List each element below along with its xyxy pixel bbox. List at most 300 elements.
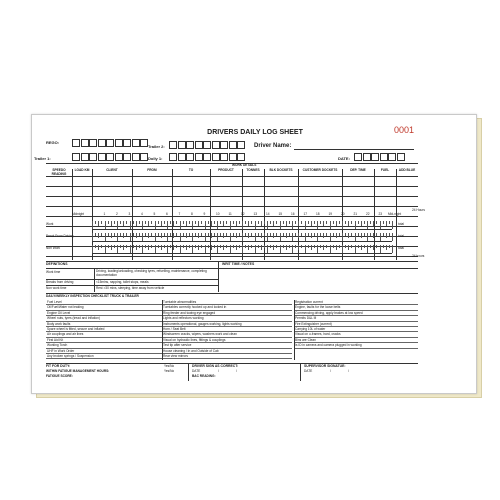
hour-label: 19 xyxy=(328,212,333,216)
grid-tick xyxy=(389,245,390,248)
grid-tick xyxy=(308,245,309,248)
grid-tick xyxy=(233,221,234,224)
hour-label: 3 xyxy=(128,212,131,216)
grid-tick xyxy=(370,245,371,248)
grid-tick xyxy=(201,221,202,224)
grid-tick xyxy=(292,233,293,241)
grid-tick xyxy=(323,245,324,250)
checklist-item: Lights and reflectors working xyxy=(162,316,292,321)
grid-tick xyxy=(139,245,140,248)
grid-tick xyxy=(320,221,321,224)
checklist-item: Commencing driving, apply brakes at low speed xyxy=(294,311,418,316)
col-add-blue: ADD BLUE xyxy=(398,168,416,172)
grid-tick xyxy=(383,233,384,236)
grid-tick xyxy=(101,221,102,224)
grid-tick xyxy=(311,233,312,238)
col-fuel: FUEL xyxy=(380,168,390,172)
grid-tick xyxy=(101,233,102,236)
grid-tick xyxy=(342,221,343,229)
col-product: PRODUCT xyxy=(218,168,234,172)
grid-tick xyxy=(205,233,206,241)
grid-tick xyxy=(201,233,202,236)
date-boxes[interactable] xyxy=(354,153,405,161)
grid-tick xyxy=(214,245,215,248)
checklist-item: Turntable abnormalities xyxy=(162,300,292,305)
grid-tick xyxy=(258,233,259,236)
grid-tick xyxy=(273,221,274,226)
checklist-item: UHF in Work Order xyxy=(46,349,162,354)
grid-tick xyxy=(258,245,259,248)
grid-tick xyxy=(148,245,149,250)
grid-tick xyxy=(158,245,159,248)
grid-tick xyxy=(155,221,156,229)
grid-tick xyxy=(148,233,149,238)
grid-tick xyxy=(139,233,140,236)
checklist-item: Bins are Clean xyxy=(294,338,418,343)
grid-tick xyxy=(258,221,259,224)
grid-tick xyxy=(151,245,152,248)
work-details-title: WORK DETAILS xyxy=(232,163,257,167)
grid-tick xyxy=(114,221,115,224)
row-work-label: Work xyxy=(46,222,54,226)
driver-name-label: Driver Name: xyxy=(254,143,292,149)
grid-tick xyxy=(261,245,262,250)
checklist-item: Wheel nuts, tyres (tread and inflation) xyxy=(46,316,162,321)
grid-tick xyxy=(267,233,268,241)
grid-tick xyxy=(173,221,174,226)
trailer1-boxes[interactable] xyxy=(72,153,149,161)
grid-tick xyxy=(130,233,131,241)
midnight-right: Mid-night xyxy=(388,212,402,216)
grid-tick xyxy=(180,221,181,229)
checklist-item: Fire Extinguisher (current) xyxy=(294,322,418,327)
rego-label: REGO: xyxy=(46,140,60,145)
def-nonwork-desc: Rest >30 mins, sleeping, time away from vehicle xyxy=(96,286,165,290)
row-nonwork-label: Non Work xyxy=(46,246,61,250)
grid-tick xyxy=(301,221,302,224)
grid-tick xyxy=(123,221,124,226)
driver-name-field[interactable] xyxy=(294,149,414,150)
grid-tick xyxy=(245,233,246,236)
grid-tick xyxy=(173,245,174,250)
grid-tick xyxy=(283,233,284,236)
grid-tick xyxy=(195,245,196,248)
grid-tick xyxy=(136,245,137,250)
grid-tick xyxy=(308,233,309,236)
grid-tick xyxy=(298,233,299,238)
row-break-label: Break From Driving xyxy=(46,234,74,238)
grid-tick xyxy=(95,233,96,236)
rego-boxes[interactable] xyxy=(72,139,149,147)
grid-tick xyxy=(183,221,184,224)
grid-tick xyxy=(161,245,162,250)
grid-tick xyxy=(270,245,271,248)
col-load-km: LOAD KM xyxy=(74,168,90,172)
grid-tick xyxy=(130,245,131,253)
grid-tick xyxy=(114,233,115,236)
grid-tick xyxy=(120,233,121,236)
grid-tick xyxy=(336,221,337,226)
grid-tick xyxy=(267,245,268,253)
checklist-item: Fuel Level xyxy=(46,300,162,305)
checklist-item: House cleaning / In and Outside of Cab xyxy=(162,349,292,354)
grid-tick xyxy=(301,245,302,248)
grid-tick xyxy=(151,221,152,224)
def-break-desc: <15mins, napping, toilet stops, meals xyxy=(96,280,149,284)
checklist-item: Visual on hydraulic lines, fittings & couplings xyxy=(162,338,292,343)
trailer2-boxes[interactable] xyxy=(169,141,246,149)
grid-tick xyxy=(98,221,99,226)
grid-tick xyxy=(226,221,227,224)
grid-tick xyxy=(251,245,252,248)
grid-tick xyxy=(170,233,171,236)
grid-tick xyxy=(223,233,224,238)
grid-tick xyxy=(333,221,334,224)
grid-tick xyxy=(161,221,162,226)
hour-label: 11 xyxy=(228,212,232,216)
checklist-item: Engine Oil Level xyxy=(46,311,162,316)
hour-label: 1 xyxy=(103,212,106,216)
supervisor-date: DATE xyxy=(304,369,313,373)
grid-tick xyxy=(105,245,106,253)
grid-nonwork[interactable] xyxy=(92,245,392,253)
grid-tick xyxy=(373,233,374,238)
hour-label: 23 xyxy=(378,212,383,216)
grid-tick xyxy=(392,221,393,229)
col-customer-dockets: CUSTOMER DOCKETS xyxy=(302,168,338,172)
grid-tick xyxy=(214,233,215,236)
grid-tick xyxy=(320,245,321,248)
grid-tick xyxy=(380,233,381,241)
grid-tick xyxy=(392,245,393,253)
fit-yes-no[interactable]: Yes/No xyxy=(164,364,175,368)
grid-tick xyxy=(333,245,334,248)
grid-tick xyxy=(383,245,384,248)
grid-tick xyxy=(98,245,99,250)
grid-tick xyxy=(323,233,324,238)
grid-tick xyxy=(305,233,306,241)
hour-labels xyxy=(92,213,392,218)
form-title: DRIVERS DAILY LOG SHEET xyxy=(207,129,303,136)
dolly1-boxes[interactable] xyxy=(169,153,246,161)
grid-tick xyxy=(201,245,202,248)
grid-tick xyxy=(117,245,118,253)
notes-area[interactable] xyxy=(220,271,418,292)
def-work-term: Work time xyxy=(46,270,61,274)
grid-tick xyxy=(211,233,212,238)
grid-tick xyxy=(376,245,377,248)
grid-tick xyxy=(364,221,365,224)
grid-tick xyxy=(273,245,274,250)
inspection-col2 xyxy=(162,300,292,359)
grid-tick xyxy=(130,221,131,229)
grid-tick xyxy=(126,221,127,224)
grid-tick xyxy=(276,233,277,236)
grid-tick xyxy=(261,221,262,226)
grid-tick xyxy=(155,245,156,253)
grid-tick xyxy=(233,245,234,248)
grid-tick xyxy=(192,221,193,229)
grid-tick xyxy=(217,221,218,229)
grid-tick xyxy=(120,221,121,224)
checklist-item: Test tip after service xyxy=(162,343,292,348)
supervisor-date-slash-1: / xyxy=(330,369,331,373)
grid-tick xyxy=(342,245,343,253)
grid-tick xyxy=(264,245,265,248)
grid-baseline xyxy=(92,229,392,230)
grid-tick xyxy=(270,221,271,224)
def-work-desc: Driving, loading/unloading, checking tyres, refuelling, maintenance, completing documentation xyxy=(96,269,207,277)
grid-tick xyxy=(167,221,168,229)
grid-tick xyxy=(108,233,109,236)
grid-tick xyxy=(255,221,256,229)
inspection-col1 xyxy=(46,300,162,359)
grid-tick xyxy=(358,245,359,248)
grid-tick xyxy=(195,221,196,224)
grid-tick xyxy=(298,245,299,250)
grid-tick xyxy=(289,233,290,236)
grid-tick xyxy=(148,221,149,226)
grid-baseline xyxy=(92,241,392,242)
grid-tick xyxy=(317,245,318,253)
hour-label: 14 xyxy=(266,212,270,216)
grid-tick xyxy=(211,245,212,250)
midnight-left: Midnight xyxy=(72,212,85,216)
checklist-item: Spare wheel is fitted, secure and inflated xyxy=(46,327,162,332)
hour-label: 12 xyxy=(241,212,245,216)
grid-tick xyxy=(120,245,121,248)
grid-tick xyxy=(133,221,134,224)
col-from: FROM xyxy=(147,168,157,172)
grid-tick xyxy=(351,233,352,236)
grid-tick xyxy=(236,233,237,238)
col-dep-time: DEP. TIME xyxy=(350,168,366,172)
grid-tick xyxy=(348,245,349,250)
grid-tick xyxy=(345,233,346,236)
grid-tick xyxy=(326,221,327,224)
grid-tick xyxy=(367,245,368,253)
grid-tick xyxy=(183,233,184,236)
trailer2-label: Trailer 2: xyxy=(148,144,165,149)
grid-tick xyxy=(280,233,281,241)
grid-tick xyxy=(151,233,152,236)
grid-tick xyxy=(145,245,146,248)
hours-note-top: 24 Hours xyxy=(412,208,425,212)
grid-tick xyxy=(95,245,96,248)
checklist-item: Body work faults xyxy=(46,322,162,327)
hour-label: 8 xyxy=(191,212,193,216)
grid-tick xyxy=(126,233,127,236)
supervisor-date-slash-2: / xyxy=(348,369,349,373)
grid-tick xyxy=(217,233,218,241)
grid-tick xyxy=(348,221,349,226)
grid-tick xyxy=(361,233,362,238)
trailer1-label: Trailer 1: xyxy=(34,156,51,161)
hours-note-bottom: 24 hours xyxy=(412,254,425,258)
checklist-item: Registration current xyxy=(294,300,418,305)
grid-tick xyxy=(220,245,221,248)
hour-label: 16 xyxy=(291,212,295,216)
grid-tick xyxy=(167,233,168,241)
fatigue-yes-no[interactable]: Yes/No xyxy=(164,369,175,373)
checklist-item: Engine, faults for the loose belts xyxy=(294,305,418,310)
grid-tick xyxy=(330,245,331,253)
grid-tick xyxy=(217,245,218,253)
grid-tick xyxy=(286,221,287,226)
grid-tick xyxy=(370,221,371,224)
grid-tick xyxy=(233,233,234,236)
grid-tick xyxy=(208,221,209,224)
grid-tick xyxy=(351,245,352,248)
grid-tick xyxy=(355,245,356,253)
grid-tick xyxy=(164,233,165,236)
grid-tick xyxy=(373,221,374,226)
hour-label: 22 xyxy=(366,212,370,216)
grid-tick xyxy=(358,221,359,224)
grid-tick xyxy=(367,221,368,229)
grid-tick xyxy=(283,221,284,224)
grid-tick xyxy=(98,233,99,238)
grid-tick xyxy=(351,221,352,224)
grid-tick xyxy=(245,245,246,248)
col-blk-dockets: BLK DOCKETS xyxy=(269,168,293,172)
fatigue-score: FATIGUE SCORE: xyxy=(46,374,73,378)
grid-tick xyxy=(386,233,387,238)
grid-tick xyxy=(142,245,143,253)
grid-tick xyxy=(183,245,184,248)
grid-tick xyxy=(251,233,252,236)
checklist-item: Instruments operational, gauges working, lights working xyxy=(162,322,292,327)
grid-tick xyxy=(339,221,340,224)
grid-tick xyxy=(270,233,271,236)
grid-tick xyxy=(136,221,137,226)
grid-tick xyxy=(176,233,177,236)
grid-break[interactable] xyxy=(92,233,392,241)
hour-label: 15 xyxy=(278,212,283,216)
grid-tick xyxy=(339,233,340,236)
grid-tick xyxy=(336,233,337,238)
driver-date-slash-2: / xyxy=(236,369,237,373)
checklist-item: Oil/Fuel/Water not leaking xyxy=(46,305,162,310)
grid-tick xyxy=(311,245,312,250)
grid-tick xyxy=(111,245,112,250)
hour-label: 5 xyxy=(153,212,156,216)
grid-tick xyxy=(248,245,249,250)
grid-tick xyxy=(114,245,115,248)
grid-tick xyxy=(111,221,112,226)
grid-tick xyxy=(180,233,181,241)
inspection-col3 xyxy=(294,300,418,349)
grid-tick xyxy=(164,221,165,224)
serial-number: 0001 xyxy=(394,125,415,135)
grid-tick xyxy=(192,233,193,241)
col-speedo: SPEEDO READING xyxy=(51,168,67,176)
grid-tick xyxy=(361,221,362,226)
grid-tick xyxy=(242,233,243,241)
grid-tick xyxy=(158,233,159,236)
hour-label: 7 xyxy=(178,212,181,216)
hour-label: 21 xyxy=(353,212,358,216)
grid-baseline xyxy=(92,253,392,254)
grid-tick xyxy=(189,221,190,224)
grid-tick xyxy=(236,245,237,250)
grid-tick xyxy=(192,245,193,253)
grid-tick xyxy=(280,245,281,253)
driver-sign: DRIVER SIGN AS CORRECT: xyxy=(192,364,239,368)
grid-tick xyxy=(261,233,262,238)
grid-tick xyxy=(208,233,209,236)
grid-tick xyxy=(105,221,106,229)
hour-label: 10 xyxy=(216,212,220,216)
grid-tick xyxy=(389,221,390,224)
grid-tick xyxy=(226,233,227,236)
grid-tick xyxy=(205,221,206,229)
notes-title: WRIT TIME / NOTES xyxy=(222,262,255,266)
checklist-item: Horn / Seat Belt xyxy=(162,327,292,332)
grid-tick xyxy=(305,221,306,229)
grid-work[interactable] xyxy=(92,221,392,229)
grid-tick xyxy=(176,221,177,224)
grid-tick xyxy=(126,245,127,248)
grid-tick xyxy=(364,245,365,248)
grid-tick xyxy=(330,233,331,241)
grid-tick xyxy=(158,221,159,224)
grid-tick xyxy=(326,233,327,236)
def-break-term: Breaks from driving xyxy=(46,280,74,284)
grid-tick xyxy=(189,233,190,236)
grid-tick xyxy=(142,221,143,229)
grid-tick xyxy=(286,233,287,238)
grid-tick xyxy=(133,233,134,236)
grid-tick xyxy=(170,221,171,224)
grid-tick xyxy=(255,233,256,241)
checklist-item: Turntables correctly hooked up and locked in xyxy=(162,305,292,310)
grid-tick xyxy=(186,245,187,250)
grid-tick xyxy=(239,221,240,224)
grid-tick xyxy=(380,245,381,253)
grid-tick xyxy=(164,245,165,248)
grid-tick xyxy=(173,233,174,238)
grid-tick xyxy=(145,221,146,224)
driver-date-slash-1: / xyxy=(218,369,219,373)
grid-tick xyxy=(123,233,124,238)
grid-tick xyxy=(230,233,231,241)
grid-tick xyxy=(108,245,109,248)
grid-tick xyxy=(198,221,199,226)
grid-tick xyxy=(320,233,321,236)
grid-tick xyxy=(223,245,224,250)
grid-tick xyxy=(242,245,243,253)
grid-tick xyxy=(298,221,299,226)
grid-tick xyxy=(123,245,124,250)
hour-label: 4 xyxy=(141,212,143,216)
col-client: CLIENT xyxy=(106,168,118,172)
grid-tick xyxy=(230,245,231,253)
grid-tick xyxy=(289,221,290,224)
within-fatigue: WITHIN FATIGUE MANAGEMENT HOURS: xyxy=(46,369,110,373)
total-break: total xyxy=(398,234,405,238)
grid-tick xyxy=(273,233,274,238)
grid-tick xyxy=(383,221,384,224)
grid-tick xyxy=(223,221,224,226)
dolly1-label: Dolly 1: xyxy=(148,156,163,161)
grid-tick xyxy=(95,221,96,224)
grid-tick xyxy=(170,245,171,248)
grid-tick xyxy=(367,233,368,241)
grid-tick xyxy=(289,245,290,248)
grid-tick xyxy=(301,233,302,236)
date-label: DATE: xyxy=(338,156,350,161)
